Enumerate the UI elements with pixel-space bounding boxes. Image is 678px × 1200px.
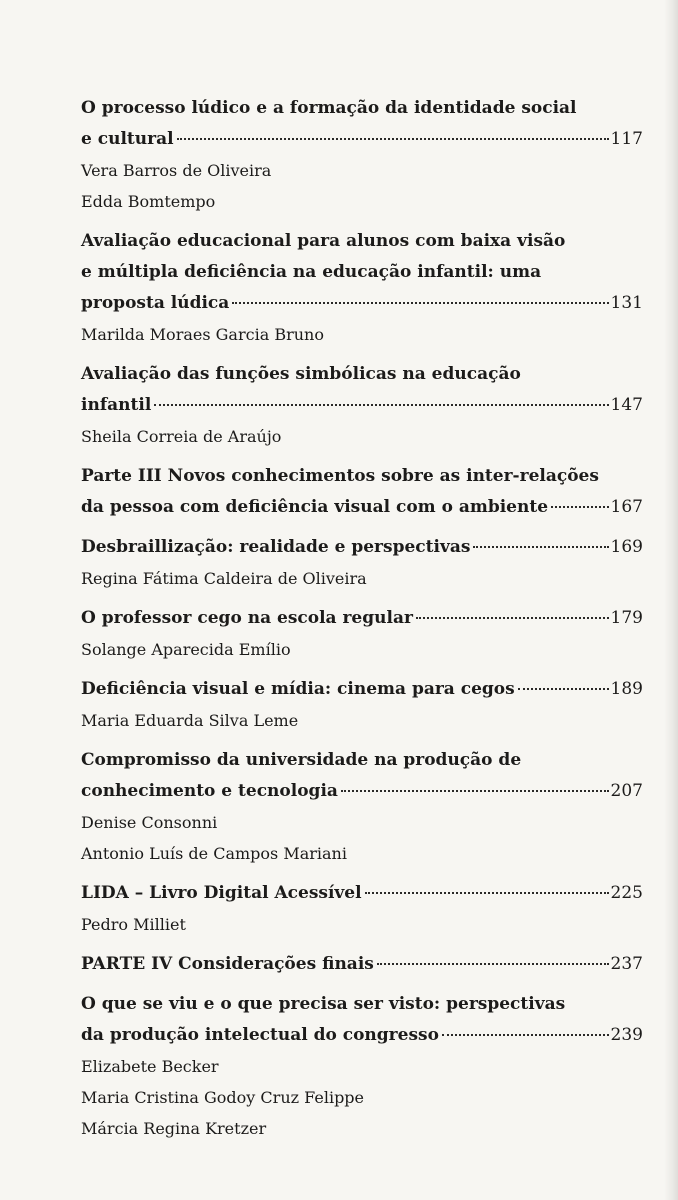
toc-entry-leader-row <box>81 492 643 523</box>
toc-entry-title-line: Avaliação educacional para alunos com baixa visão <box>81 231 566 251</box>
toc-entry-leader-row <box>81 776 643 807</box>
dot-leader <box>416 616 609 619</box>
dot-leader <box>177 137 609 140</box>
toc-entry <box>81 949 643 980</box>
author-name: Márcia Regina Kretzer <box>81 1119 267 1138</box>
toc-entry-title-line: conhecimento e tecnologia <box>81 781 338 801</box>
toc-entry-title-line: PARTE IV Considerações finais <box>81 954 374 974</box>
dot-leader <box>377 962 609 965</box>
toc-entry-leader-row <box>81 390 643 421</box>
toc-entry-leader-row <box>81 949 643 980</box>
toc-entry-title-line: e múltipla deficiência na educação infantil: uma <box>81 262 542 282</box>
author-name: Antonio Luís de Campos Mariani <box>81 844 347 863</box>
toc-entry <box>81 878 643 940</box>
page-number: 207 <box>610 781 643 801</box>
author-name: Denise Consonni <box>81 813 218 832</box>
toc-entry <box>81 989 643 1144</box>
table-of-contents <box>81 93 643 1153</box>
toc-entry-title-line: O professor cego na escola regular <box>81 608 413 628</box>
author-name: Sheila Correia de Araújo <box>81 427 282 446</box>
page-number: 189 <box>610 679 643 699</box>
dot-leader <box>518 687 609 690</box>
author-name: Pedro Milliet <box>81 915 186 934</box>
toc-entry-leader-row <box>81 124 643 155</box>
page-number: 239 <box>610 1025 643 1045</box>
author-name: Regina Fátima Caldeira de Oliveira <box>81 569 367 588</box>
author-name: Solange Aparecida Emílio <box>81 640 291 659</box>
page-number: 225 <box>610 883 643 903</box>
toc-entry <box>81 93 643 217</box>
toc-entry-leader-row <box>81 878 643 909</box>
toc-entry <box>81 359 643 452</box>
toc-entry-title-line: Compromisso da universidade na produção de <box>81 750 522 770</box>
toc-entry-title-line: infantil <box>81 395 152 415</box>
toc-entry-title-line: Parte III Novos conhecimentos sobre as inter-relações <box>81 466 599 486</box>
author-name: Edda Bomtempo <box>81 192 216 211</box>
dot-leader <box>551 505 609 508</box>
toc-entry-leader-row <box>81 674 643 705</box>
toc-entry-title-line: LIDA – Livro Digital Acessível <box>81 883 362 903</box>
author-name: Marilda Moraes Garcia Bruno <box>81 325 324 344</box>
toc-entry-title-line: O que se viu e o que precisa ser visto: perspectivas <box>81 994 566 1014</box>
dot-leader <box>473 545 608 548</box>
toc-entry-title-line: Desbraillização: realidade e perspectivas <box>81 537 471 557</box>
toc-entry <box>81 674 643 736</box>
toc-entry-title-line: Avaliação das funções simbólicas na educação <box>81 364 521 384</box>
author-name: Elizabete Becker <box>81 1057 219 1076</box>
toc-entry <box>81 461 643 523</box>
author-name: Vera Barros de Oliveira <box>81 161 272 180</box>
author-name: Maria Eduarda Silva Leme <box>81 711 299 730</box>
page-number: 179 <box>610 608 643 628</box>
page-number: 117 <box>610 129 643 149</box>
page-edge-shadow <box>664 0 678 1200</box>
dot-leader <box>232 301 608 304</box>
page-number: 147 <box>610 395 643 415</box>
page-number: 167 <box>610 497 643 517</box>
author-name: Maria Cristina Godoy Cruz Felippe <box>81 1088 365 1107</box>
dot-leader <box>341 789 609 792</box>
toc-entry <box>81 532 643 594</box>
toc-entry-title-line: e cultural <box>81 129 174 149</box>
dot-leader <box>442 1033 609 1036</box>
toc-entry-leader-row <box>81 532 643 563</box>
toc-entry-title-line: da produção intelectual do congresso <box>81 1025 439 1045</box>
dot-leader <box>365 891 609 894</box>
toc-entry-title-line: Deficiência visual e mídia: cinema para cegos <box>81 679 515 699</box>
toc-entry-leader-row <box>81 1020 643 1051</box>
dot-leader <box>154 403 608 406</box>
page-number: 131 <box>610 293 643 313</box>
toc-entry-title-line: da pessoa com deficiência visual com o ambiente <box>81 497 549 517</box>
toc-entry <box>81 745 643 869</box>
toc-entry <box>81 226 643 350</box>
toc-entry-leader-row <box>81 288 643 319</box>
toc-entry-title-line: O processo lúdico e a formação da identidade social <box>81 98 577 118</box>
page-number: 169 <box>610 537 643 557</box>
toc-entry <box>81 603 643 665</box>
toc-entry-leader-row <box>81 603 643 634</box>
page-number: 237 <box>610 954 643 974</box>
toc-entry-title-line: proposta lúdica <box>81 293 230 313</box>
